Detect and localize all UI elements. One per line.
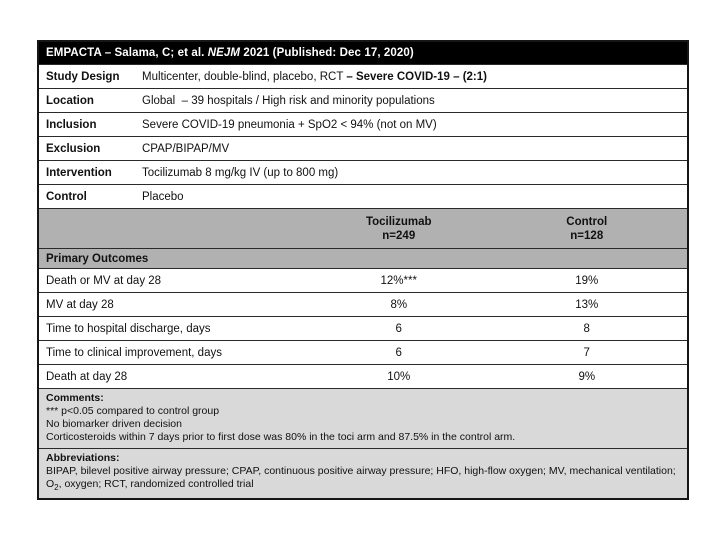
arm-n: n=249 bbox=[382, 229, 416, 242]
abbreviations-block bbox=[38, 449, 688, 500]
outcome-label: Death at day 28 bbox=[38, 365, 311, 389]
outcome-toci-value: 8% bbox=[311, 293, 487, 317]
info-value-control bbox=[142, 191, 680, 203]
title-published: 2021 (Published: Dec 17, 2020) bbox=[240, 47, 414, 59]
arm-name: Tocilizumab bbox=[365, 215, 432, 228]
info-label-inclusion: Inclusion bbox=[46, 118, 97, 131]
outcome-toci-value: 6 bbox=[311, 317, 487, 341]
comments-heading: Comments: bbox=[46, 392, 104, 404]
info-value-text: Severe COVID-19 pneumonia + SpO2 < 94% (not on MV) bbox=[142, 118, 437, 131]
journal-name: NEJM bbox=[207, 47, 241, 59]
info-label-exclusion: Exclusion bbox=[46, 142, 101, 155]
info-value-text: CPAP/BIPAP/MV bbox=[142, 142, 230, 155]
outcome-control-value: 13% bbox=[487, 293, 689, 317]
arm-header-empty-cell bbox=[38, 209, 311, 249]
info-value-text: Tocilizumab 8 mg/kg IV (up to 800 mg) bbox=[142, 166, 339, 179]
table-row bbox=[38, 185, 688, 209]
comments-block bbox=[38, 389, 688, 449]
table-row bbox=[38, 41, 688, 65]
info-value-exclusion bbox=[142, 143, 680, 155]
arm-n: n=128 bbox=[570, 229, 604, 242]
oxygen-subscript: 2 bbox=[54, 483, 59, 493]
outcome-toci-value: 10% bbox=[311, 365, 487, 389]
outcome-toci-value: 6 bbox=[311, 341, 487, 365]
outcome-control-value: 7 bbox=[487, 341, 689, 365]
arm-name: Control bbox=[566, 215, 608, 228]
info-label-intervention: Intervention bbox=[46, 166, 112, 179]
trial-summary-table bbox=[37, 40, 689, 500]
info-value-text: Global – 39 hospitals / High risk and minority populations bbox=[142, 94, 435, 107]
outcome-label: MV at day 28 bbox=[38, 293, 311, 317]
comment-line: *** p<0.05 compared to control group bbox=[46, 405, 220, 417]
table-row bbox=[38, 113, 688, 137]
outcome-toci-value: 12%*** bbox=[311, 269, 487, 293]
outcome-label: Time to clinical improvement, days bbox=[38, 341, 311, 365]
info-value-intervention bbox=[142, 167, 680, 179]
outcome-control-value: 8 bbox=[487, 317, 689, 341]
table-row bbox=[38, 317, 688, 341]
comment-line: Corticosteroids within 7 days prior to first dose was 80% in the toci arm and 87.5% in the control arm. bbox=[46, 431, 516, 443]
arm-header-control bbox=[487, 209, 689, 249]
info-value-bold-text: – Severe COVID-19 – (2:1) bbox=[346, 70, 487, 83]
table-row bbox=[38, 137, 688, 161]
abbreviations-text-part: , oxygen; RCT, randomized controlled trial bbox=[58, 478, 254, 490]
info-value-text: Multicenter, double-blind, placebo, RCT bbox=[142, 70, 347, 83]
info-value-study-design bbox=[142, 71, 680, 83]
table-row bbox=[38, 341, 688, 365]
outcome-label: Death or MV at day 28 bbox=[38, 269, 311, 293]
table-row bbox=[38, 161, 688, 185]
table-title bbox=[38, 41, 688, 65]
abbreviations-heading: Abbreviations: bbox=[46, 452, 120, 464]
table-row bbox=[38, 89, 688, 113]
info-value-inclusion bbox=[142, 119, 680, 131]
table-row-section-header bbox=[38, 249, 688, 269]
table-row bbox=[38, 269, 688, 293]
title-text: EMPACTA – Salama, C; et al. bbox=[46, 47, 208, 59]
table-row-abbreviations bbox=[38, 449, 688, 500]
abbreviations-text bbox=[46, 465, 680, 494]
comment-line: No biomarker driven decision bbox=[46, 418, 182, 430]
table-row bbox=[38, 293, 688, 317]
primary-outcomes-header: Primary Outcomes bbox=[38, 249, 688, 269]
table-row-comments bbox=[38, 389, 688, 449]
info-value-location bbox=[142, 95, 680, 107]
info-value-text: Placebo bbox=[142, 190, 184, 203]
outcome-label: Time to hospital discharge, days bbox=[38, 317, 311, 341]
table-row bbox=[38, 365, 688, 389]
abbreviations-text-part: BIPAP, bilevel positive airway pressure; CPAP, continuous positive airway pressure; HFO, high-flow oxygen; MV, mechanical ventilation; O bbox=[46, 465, 676, 490]
table-row bbox=[38, 65, 688, 89]
arm-header-tocilizumab bbox=[311, 209, 487, 249]
info-label-location: Location bbox=[46, 94, 94, 107]
info-label-control: Control bbox=[46, 190, 87, 203]
info-label-study-design: Study Design bbox=[46, 70, 120, 83]
outcome-control-value: 19% bbox=[487, 269, 689, 293]
outcome-control-value: 9% bbox=[487, 365, 689, 389]
table-row-arm-headers bbox=[38, 209, 688, 249]
